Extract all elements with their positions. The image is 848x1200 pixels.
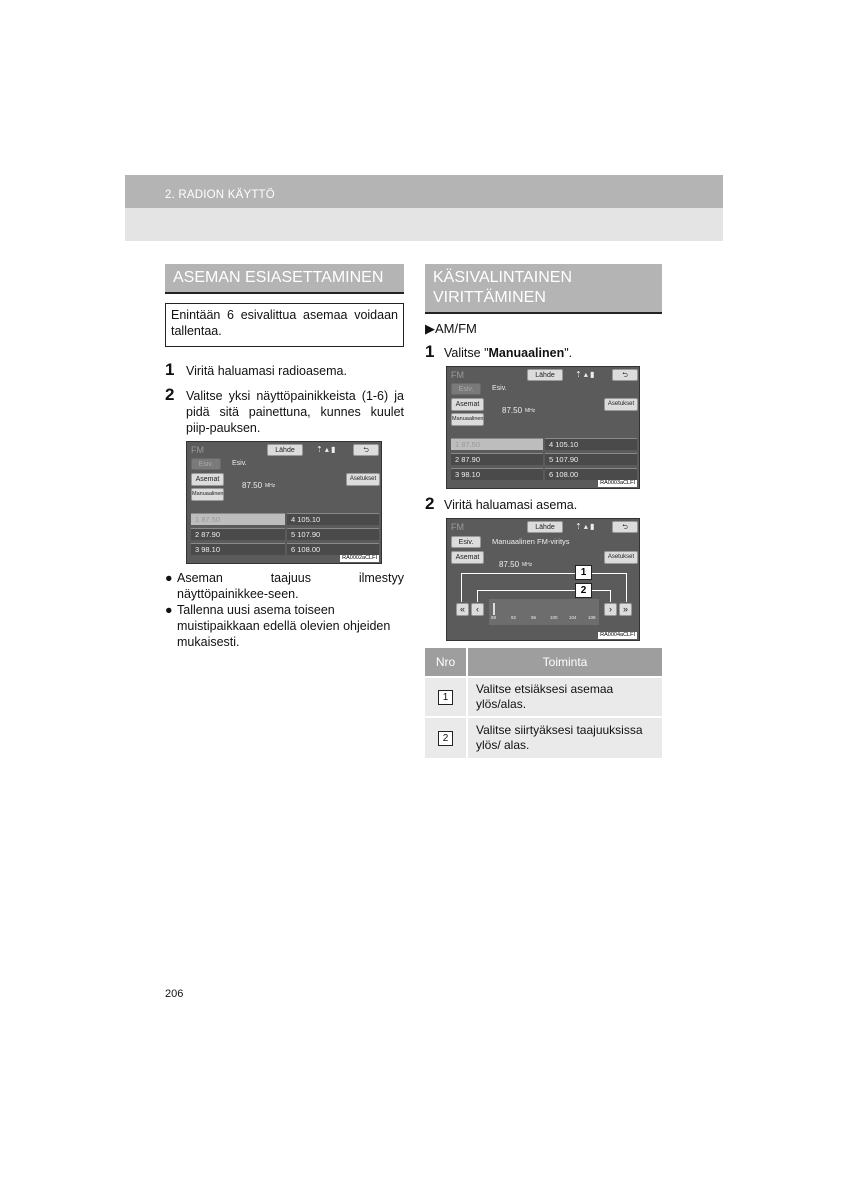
- manual-button[interactable]: Manuaalinen: [191, 488, 224, 501]
- table-row: [425, 717, 662, 758]
- radio-screen-preset: [186, 441, 382, 564]
- preset-button[interactable]: 2 87.90: [191, 528, 285, 540]
- tune-up-button[interactable]: ›: [604, 603, 617, 616]
- presets-button[interactable]: Esiv.: [451, 536, 481, 548]
- preset-button[interactable]: 6 108.00: [287, 543, 379, 555]
- column-header: Toiminta: [467, 648, 662, 677]
- frequency-display: 87.50: [499, 560, 520, 569]
- step-text: Viritä haluamasi asema.: [444, 498, 578, 512]
- column-header: Nro: [425, 648, 467, 677]
- settings-button[interactable]: Asetukset: [604, 551, 638, 564]
- row-text: Valitse etsiäksesi asemaa ylös/alas.: [467, 677, 662, 717]
- seek-down-button[interactable]: «: [456, 603, 469, 616]
- manual-button[interactable]: Manuaalinen: [451, 413, 484, 426]
- step-number: 1: [165, 360, 175, 379]
- presets-tab[interactable]: Esiv.: [191, 458, 221, 470]
- bullet-icon: ●: [165, 571, 173, 585]
- radio-screen-manual-entry: [446, 366, 640, 489]
- row-number: 1: [425, 677, 467, 717]
- frequency-display: 87.50: [242, 481, 263, 490]
- bullet-icon: ●: [165, 603, 173, 617]
- frequency-unit: MHz: [265, 483, 276, 489]
- band-label: FM: [451, 522, 464, 532]
- back-button[interactable]: ⮌: [612, 369, 638, 381]
- frequency-unit: MHz: [522, 562, 533, 568]
- manual-tuning-title: Manuaalinen FM-viritys: [492, 537, 570, 546]
- step-text: Viritä haluamasi radioasema.: [186, 364, 347, 378]
- section-title-manual: KÄSIVALINTAINEN VIRITTÄMINEN: [425, 264, 662, 314]
- presets-label: Esiv.: [492, 385, 507, 392]
- preset-button[interactable]: 6 108.00: [545, 468, 637, 480]
- info-note: Enintään 6 esivalittua asemaa voidaan tallentaa.: [165, 303, 404, 347]
- preset-button[interactable]: 5 107.90: [545, 453, 637, 465]
- band-label: FM: [191, 445, 204, 455]
- preset-button[interactable]: 1 87.50: [451, 438, 543, 450]
- band-heading: ▶AM/FM: [425, 321, 477, 336]
- seek-up-button[interactable]: »: [619, 603, 632, 616]
- radio-screen-manual-tuning: [446, 518, 640, 641]
- signal-icon: ⇡ ▴ ▮: [575, 522, 595, 531]
- image-code: RA0002aCLFI: [342, 555, 377, 561]
- settings-button[interactable]: Asetukset: [346, 473, 380, 486]
- step-number: 2: [165, 385, 175, 404]
- tune-down-button[interactable]: ‹: [471, 603, 484, 616]
- band-label: FM: [451, 370, 464, 380]
- settings-button[interactable]: Asetukset: [604, 398, 638, 411]
- bullet-text: Aseman taajuus ilmestyy näyttöpainikkee-seen.: [177, 571, 404, 601]
- preset-button[interactable]: 4 105.10: [287, 513, 379, 525]
- scale-label: 104: [569, 615, 577, 620]
- preset-button[interactable]: 3 98.10: [451, 468, 543, 480]
- row-text: Valitse siirtyäksesi taajuuksissa ylös/ alas.: [467, 717, 662, 758]
- stations-button[interactable]: Asemat: [451, 551, 484, 564]
- triangle-icon: ▶: [425, 321, 435, 336]
- step-text: Valitse "Manuaalinen".: [444, 346, 573, 360]
- image-code: RA0003aCLFI: [600, 480, 635, 486]
- scale-label: 100: [550, 615, 558, 620]
- scale-label: 92: [511, 615, 517, 620]
- preset-button[interactable]: 2 87.90: [451, 453, 543, 465]
- stations-button[interactable]: Asemat: [191, 473, 224, 486]
- step-text: Valitse yksi näyttöpainikkeista (1-6) ja pidä sitä painettuna, kunnes kuulet piip-pauksen.: [186, 389, 404, 435]
- section-title-preset: ASEMAN ESIASETTAMINEN: [165, 264, 404, 294]
- signal-icon: ⇡ ▴ ▮: [316, 445, 336, 454]
- signal-icon: ⇡ ▴ ▮: [575, 370, 595, 379]
- function-table: [425, 648, 662, 758]
- presets-tab[interactable]: Esiv.: [451, 383, 481, 395]
- preset-button[interactable]: 3 98.10: [191, 543, 285, 555]
- source-button[interactable]: Lähde: [267, 444, 303, 456]
- frequency-unit: MHz: [525, 408, 536, 414]
- frequency-display: 87.50: [502, 406, 523, 415]
- section-header: 2. RADION KÄYTTÖ: [165, 189, 275, 201]
- preset-button[interactable]: 5 107.90: [287, 528, 379, 540]
- back-button[interactable]: ⮌: [353, 444, 379, 456]
- source-button[interactable]: Lähde: [527, 369, 563, 381]
- scale-label: 108: [588, 615, 596, 620]
- scale-label: 96: [531, 615, 537, 620]
- header-subband: [125, 208, 723, 241]
- presets-label: Esiv.: [232, 460, 247, 467]
- table-header-row: [425, 648, 662, 677]
- callout-marker-1: 1: [575, 565, 592, 580]
- step-number: 2: [425, 494, 435, 513]
- callout-marker-2: 2: [575, 583, 592, 598]
- table-row: [425, 677, 662, 717]
- preset-button[interactable]: 1 87.50: [191, 513, 285, 525]
- image-code: RA0004aCLFI: [600, 632, 635, 638]
- tuning-needle: [493, 603, 495, 615]
- bullet-text: Tallenna uusi asema toiseen muistipaikkaan edellä olevien ohjeiden mukaisesti.: [177, 603, 391, 649]
- source-button[interactable]: Lähde: [527, 521, 563, 533]
- frequency-scale: [489, 599, 599, 625]
- stations-button[interactable]: Asemat: [451, 398, 484, 411]
- row-number: 2: [425, 717, 467, 758]
- scale-label: 88: [491, 615, 497, 620]
- back-button[interactable]: ⮌: [612, 521, 638, 533]
- page-number: 206: [165, 988, 184, 1000]
- preset-button[interactable]: 4 105.10: [545, 438, 637, 450]
- step-number: 1: [425, 342, 435, 361]
